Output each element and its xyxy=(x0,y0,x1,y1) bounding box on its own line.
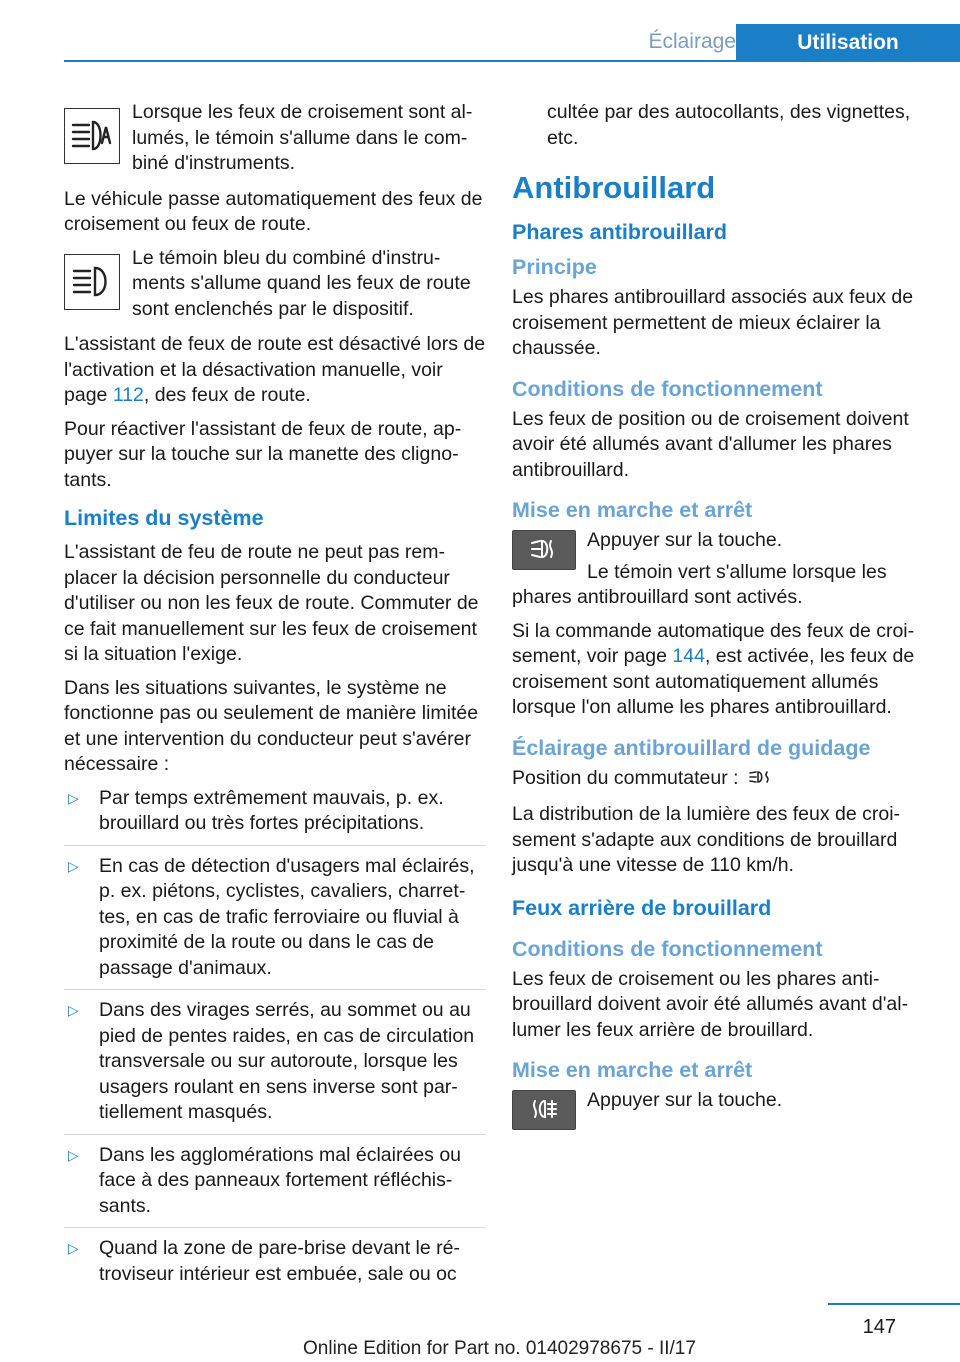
paragraph-reactivation: Pour réactiver l'assistant de feux de route, appuyer sur la touche sur la manette des clignotants. xyxy=(64,417,462,491)
indicator-row-high-beam xyxy=(64,246,486,323)
paragraph-auto-switch: Le véhicule passe automatiquement des feux de croisement ou feux de route. xyxy=(64,187,483,235)
rear-fog-instruction: Appuyer sur la touche. xyxy=(587,1089,783,1111)
list-item-text: Par temps extrêmement mauvais, p. ex. brouillard ou très fortes précipitations. xyxy=(99,786,444,834)
rear-fog-button-row xyxy=(512,1088,934,1130)
auto-headlights-text-end: , est activée, les feux de croisement sont automatiquement allumés lorsque l'on allume les phares antibrouillard. xyxy=(512,645,915,718)
left-column xyxy=(64,100,486,1303)
paragraph-situations: Dans les situations suivantes, le système ne fonctionne pas ou seulement de manière limitée et une intervention du conducteur peut s'avérer nécessaire : xyxy=(64,676,479,775)
deactivation-text-end: , des feux de route. xyxy=(143,384,311,406)
heading-principe: Principe xyxy=(512,255,597,279)
edition-footer: Online Edition for Part no. 01402978675 - II/17 xyxy=(303,1338,696,1359)
front-fog-button-row xyxy=(512,528,934,611)
header-chapter-tab[interactable]: Utilisation xyxy=(736,24,960,61)
situations-list xyxy=(64,786,486,1296)
auto-headlights-text-start: Si la commande automatique des feux de croisement, voir page xyxy=(512,619,915,667)
paragraph-switch-position xyxy=(512,766,934,795)
heading-conditions-2: Conditions de fonctionnement xyxy=(512,936,823,961)
list-item xyxy=(64,1236,486,1295)
heading-marche-arret-2: Mise en marche et arrêt xyxy=(512,1058,753,1082)
list-item-text: Quand la zone de pare-brise devant le rétroviseur intérieur est embuée, sale ou oc xyxy=(99,1237,460,1285)
paragraph-conditions-1: Les feux de position ou de croisement doivent avoir été allumés avant d'allumer les phares antibrouillard. xyxy=(512,407,909,481)
auto-high-beam-indicator-text: Lorsque les feux de croisement sont allumés, le témoin s'allume dans le combiné d'instruments. xyxy=(132,101,473,174)
triangle-bullet-icon: ▷ xyxy=(68,1002,79,1018)
fog-guidance-symbol-icon xyxy=(747,767,775,795)
list-item xyxy=(64,786,486,846)
page-link-112[interactable]: 112 xyxy=(112,384,144,406)
paragraph-limits: L'assistant de feu de route ne peut pas remplacer la décision personnelle du conducteur d'utiliser ou non les feux de route. Commuter de ce fait manuellement sur les feux de croisement si la situation l'exige. xyxy=(64,541,479,665)
paragraph-auto-headlights xyxy=(512,619,934,721)
list-item xyxy=(64,998,486,1135)
rear-fog-light-button-icon[interactable] xyxy=(512,1090,576,1130)
front-fog-light-button-icon[interactable] xyxy=(512,530,576,570)
front-fog-indicator-text: Le témoin vert s'allume lorsque les phares antibrouillard sont activés. xyxy=(512,560,887,608)
footer-rule xyxy=(828,1303,960,1305)
triangle-bullet-icon: ▷ xyxy=(68,1240,79,1256)
heading-antibrouillard: Antibrouillard xyxy=(512,170,716,205)
heading-conditions-1: Conditions de fonctionnement xyxy=(512,376,823,401)
heading-guidage: Éclairage antibrouillard de guidage xyxy=(512,735,871,760)
list-item-text: En cas de détection d'usagers mal éclairés, p. ex. piétons, cyclistes, cavaliers, charrettes, en cas de trafic ferroviaire ou fluvial à proximité de la route ou dans le cas de passage d'animaux. xyxy=(99,854,475,979)
paragraph-conditions-2: Les feux de croisement ou les phares antibrouillard doivent avoir été allumés avant d'allumer les feux arrière de brouillard. xyxy=(512,967,909,1041)
high-beam-indicator-icon xyxy=(64,254,120,310)
heading-phares-antibrouillard: Phares antibrouillard xyxy=(512,220,728,244)
heading-marche-arret-1: Mise en marche et arrêt xyxy=(512,498,753,522)
header-section-title: Éclairage xyxy=(648,30,736,53)
triangle-bullet-icon: ▷ xyxy=(68,1146,79,1163)
list-item xyxy=(64,854,486,991)
paragraph-continuation: cultée par des autocollants, des vignettes, etc. xyxy=(547,101,911,149)
page-header xyxy=(64,24,960,62)
list-item-text: Dans les agglomérations mal éclairées ou face à des panneaux fortement réfléchissants. xyxy=(99,1143,462,1217)
list-item xyxy=(64,1143,486,1229)
paragraph-principe: Les phares antibrouillard associés aux feux de croisement permettent de mieux éclairer la chaussée. xyxy=(512,286,914,359)
switch-position-text: Position du commutateur : xyxy=(512,766,739,789)
triangle-bullet-icon: ▷ xyxy=(68,789,79,806)
paragraph-distribution: La distribution de la lumière des feux de croisement s'adapte aux conditions de brouillard jusqu'à une vitesse de 110 km/h. xyxy=(512,803,901,876)
heading-system-limits: Limites du système xyxy=(64,506,264,530)
heading-feux-arriere: Feux arrière de brouillard xyxy=(512,895,772,920)
list-item-text: Dans des virages serrés, au sommet ou au pied de pentes raides, en cas de circulation transversale ou sur autoroute, lorsque les usagers roulant en sens inverse sont partiellement masqués. xyxy=(99,999,475,1123)
page-link-144[interactable]: 144 xyxy=(672,645,705,667)
right-column xyxy=(512,100,934,1138)
auto-high-beam-indicator-icon xyxy=(64,108,120,164)
front-fog-instruction: Appuyer sur la touche. xyxy=(587,529,783,551)
indicator-row-auto-high-beam xyxy=(64,100,486,177)
page-number: 147 xyxy=(862,1316,896,1338)
triangle-bullet-icon: ▷ xyxy=(68,857,79,874)
paragraph-deactivation xyxy=(64,332,486,409)
deactivation-text-start: L'assistant de feux de route est désactivé lors de l'activation et la désactivation manuelle, voir page xyxy=(64,333,486,406)
high-beam-indicator-text: Le témoin bleu du combiné d'instruments s'allume quand les feux de route sont enclenchés par le dispositif. xyxy=(132,246,471,320)
